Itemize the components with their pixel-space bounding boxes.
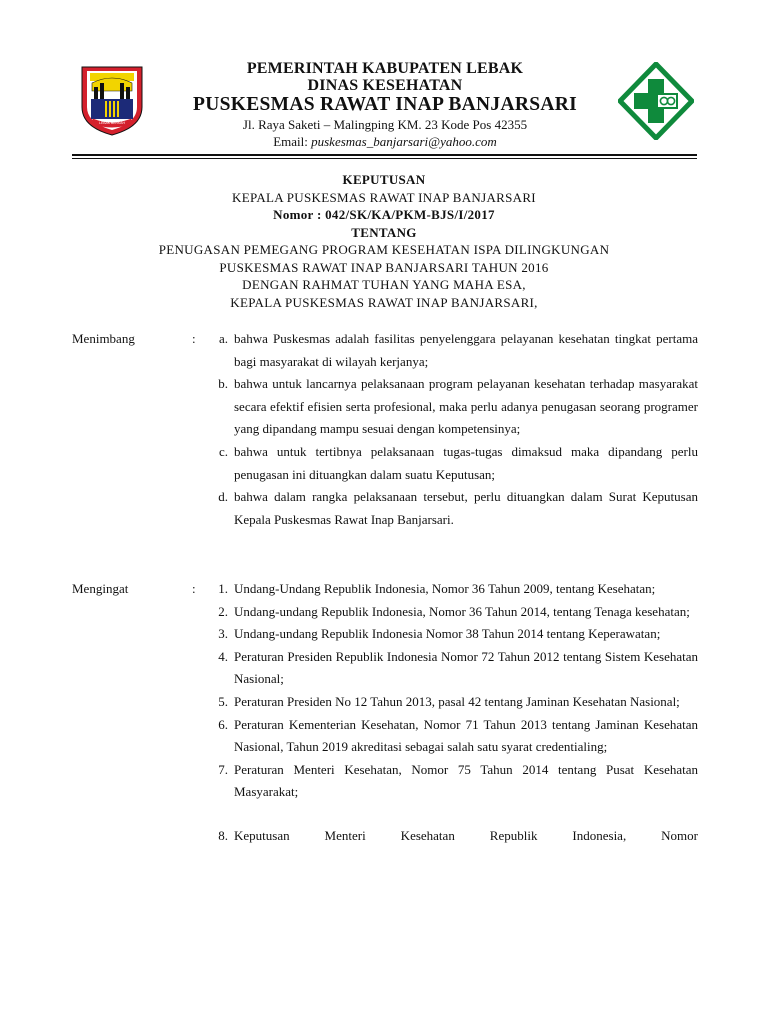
mengingat-section	[72, 578, 698, 848]
list-item-text: Peraturan Kementerian Kesehatan, Nomor 71 Tahun 2013 tentang Jaminan Kesehatan Nasional, Tahun 2019 akreditasi sebagai salah satu syarat credentialing;	[234, 716, 698, 755]
menimbang-section	[72, 328, 698, 531]
header-rule-thick	[72, 154, 697, 156]
mengingat-label: Mengingat	[72, 581, 129, 596]
list-item	[208, 373, 698, 441]
list-item-text: Peraturan Presiden Republik Indonesia Nomor 72 Tahun 2012 tentang Sistem Kesehatan Nasional;	[234, 648, 698, 687]
list-item	[208, 759, 698, 804]
decree-number: Nomor : 042/SK/KA/PKM-BJS/I/2017	[273, 207, 495, 222]
crest-motto: LEBAK BERKAH	[99, 121, 125, 125]
list-item-text: Keputusan Menteri Kesehatan Republik Indonesia, Nomor	[234, 827, 698, 843]
address: Jl. Raya Saketi – Malingping KM. 23 Kode Pos 42355	[242, 117, 528, 132]
decree-official: KEPALA PUSKESMAS RAWAT INAP BANJARSARI	[232, 189, 536, 205]
spacer	[72, 804, 698, 825]
list-marker: 8.	[218, 827, 228, 843]
list-item-text: Peraturan Presiden No 12 Tahun 2013, pasal 42 tentang Jaminan Kesehatan Nasional;	[234, 693, 680, 709]
list-item	[208, 623, 698, 646]
list-item	[208, 646, 698, 691]
email-line	[170, 133, 600, 150]
list-item	[208, 714, 698, 759]
institution-name: PUSKESMAS RAWAT INAP BANJARSARI	[192, 94, 578, 115]
decree-subject-line1: PENUGASAN PEMEGANG PROGRAM KESEHATAN ISPA DILINGKUNGAN	[158, 242, 610, 257]
list-item-text: bahwa Puskesmas adalah fasilitas penyelenggara pelayanan kesehatan tingkat pertama bagi masyarakat di wilayah kerjanya;	[234, 331, 698, 369]
decree-closing: KEPALA PUSKESMAS RAWAT INAP BANJARSARI,	[230, 294, 538, 310]
decree-tentang: TENTANG	[351, 224, 417, 240]
decree-subject-line2: PUSKESMAS RAWAT INAP BANJARSARI TAHUN 2016	[219, 259, 549, 275]
email-label: Email:	[273, 134, 312, 149]
government-name: PEMERINTAH KABUPATEN LEBAK	[246, 60, 524, 77]
email-address: puskesmas_banjarsari@yahoo.com	[311, 134, 497, 149]
list-marker: b.	[218, 376, 228, 392]
list-marker: 2.	[218, 603, 228, 619]
list-marker: a.	[218, 331, 228, 346]
list-item	[208, 486, 698, 531]
list-item-text: bahwa untuk lancarnya pelaksanaan program pelayanan kesehatan terhadap masyarakat secara efektif efisien serta profesional, maka perlu adanya penugasan seorang programer yang dipandang mampu sesuai dengan kompetensinya;	[234, 376, 698, 437]
list-item	[208, 825, 698, 848]
puskesmas-cross-icon	[618, 62, 694, 140]
list-item	[208, 691, 698, 714]
letterhead	[170, 60, 600, 150]
menimbang-colon: :	[192, 331, 196, 346]
decree-type: KEPUTUSAN	[342, 172, 426, 187]
list-marker: 3.	[218, 626, 228, 642]
list-item	[208, 328, 698, 373]
department-name: DINAS KESEHATAN	[307, 77, 463, 94]
list-marker: c.	[218, 443, 228, 459]
list-item-text: Undang-undang Republik Indonesia Nomor 38 Tahun 2014 tentang Keperawatan;	[234, 626, 661, 642]
list-marker: d.	[218, 489, 228, 505]
menimbang-label: Menimbang	[72, 331, 135, 346]
list-item-text: Peraturan Menteri Kesehatan, Nomor 75 Tahun 2014 tentang Pusat Kesehatan Masyarakat;	[234, 761, 698, 800]
list-marker: 5.	[218, 693, 228, 709]
list-item	[208, 441, 698, 486]
list-marker: 6.	[218, 716, 228, 732]
list-marker: 1.	[218, 581, 228, 596]
list-item-text: Undang-undang Republik Indonesia, Nomor 36 Tahun 2014, tentang Tenaga kesehatan;	[234, 603, 690, 619]
decree-grace: DENGAN RAHMAT TUHAN YANG MAHA ESA,	[242, 277, 526, 292]
list-item-text: Undang-Undang Republik Indonesia, Nomor 36 Tahun 2009, tentang Kesehatan;	[234, 581, 656, 596]
list-item	[208, 578, 698, 601]
list-item	[208, 601, 698, 624]
list-item-text: bahwa untuk tertibnya pelaksanaan tugas-tugas dimaksud maka dipandang perlu penugasan ini dituangkan dalam suatu Keputusan;	[234, 443, 698, 482]
header-rule-thin	[72, 158, 697, 159]
list-item-text: bahwa dalam rangka pelaksanaan tersebut, perlu dituangkan dalam Surat Keputusan Kepala Puskesmas Rawat Inap Banjarsari.	[234, 489, 698, 527]
kabupaten-lebak-crest-icon	[78, 63, 146, 137]
mengingat-colon: :	[192, 581, 196, 596]
list-marker: 7.	[218, 761, 228, 777]
list-marker: 4.	[218, 648, 228, 664]
decree-title	[70, 171, 698, 311]
